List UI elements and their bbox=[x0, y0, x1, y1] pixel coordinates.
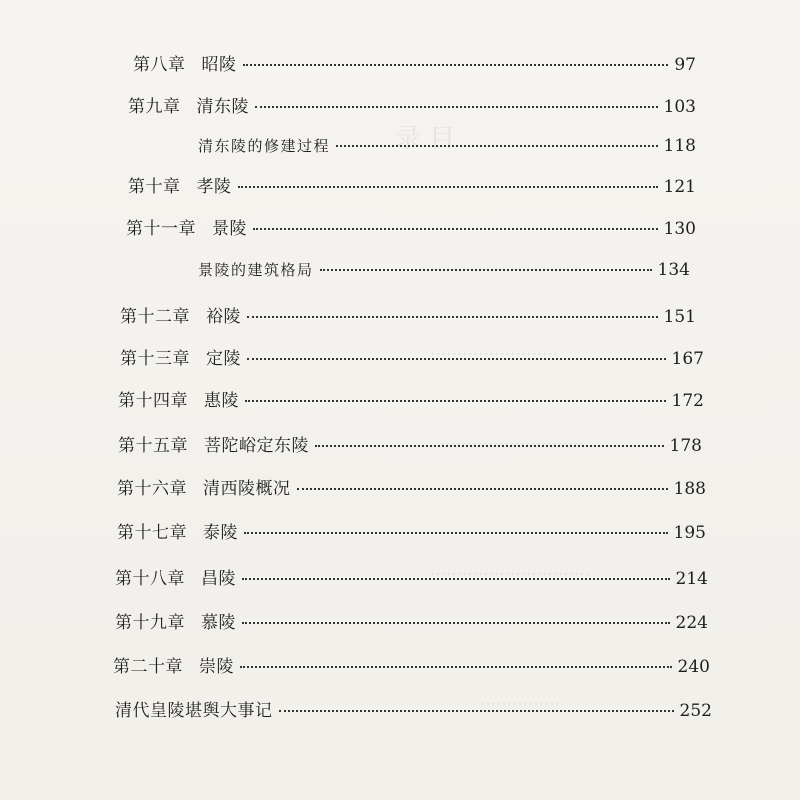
dot-leader bbox=[255, 106, 658, 108]
page-number: 195 bbox=[673, 523, 706, 543]
toc-entry-label bbox=[120, 302, 241, 327]
toc-entry[interactable] bbox=[120, 302, 696, 330]
page-number: 172 bbox=[671, 391, 704, 411]
show-through-text: …………………… bbox=[430, 340, 558, 359]
toc-entry[interactable] bbox=[120, 344, 704, 372]
chapter-number: 第八章 bbox=[133, 55, 186, 75]
dot-leader bbox=[315, 445, 664, 447]
dot-leader bbox=[245, 400, 666, 402]
chapter-title: 清东陵 bbox=[196, 97, 249, 117]
show-through-text: ………………………… bbox=[420, 255, 580, 274]
toc-entry[interactable] bbox=[118, 386, 704, 414]
toc-entry[interactable] bbox=[117, 518, 706, 546]
chapter-title: 定陵 bbox=[206, 349, 241, 369]
page-number: 224 bbox=[675, 613, 708, 633]
show-through-text: …………… bbox=[480, 690, 560, 709]
dot-leader bbox=[247, 358, 666, 360]
dot-leader bbox=[238, 186, 658, 188]
dot-leader bbox=[243, 64, 669, 66]
toc-entry[interactable] bbox=[115, 608, 708, 636]
chapter-number: 第十八章 bbox=[115, 569, 185, 589]
chapter-number: 第十一章 bbox=[126, 219, 196, 239]
toc-entry-label bbox=[113, 652, 234, 677]
toc-entry-label bbox=[128, 92, 249, 117]
page-number: 97 bbox=[674, 55, 696, 75]
dot-leader bbox=[247, 316, 658, 318]
chapter-title: 孝陵 bbox=[196, 177, 232, 197]
dot-leader bbox=[240, 666, 672, 668]
chapter-title: 昭陵 bbox=[201, 55, 237, 75]
toc-entry-label bbox=[115, 564, 236, 589]
chapter-number: 第九章 bbox=[128, 97, 181, 117]
toc-entry-label bbox=[120, 344, 241, 369]
show-through-text: ……………………… bbox=[440, 430, 584, 449]
dot-leader bbox=[242, 578, 670, 580]
toc-entry-label bbox=[117, 518, 238, 543]
toc-entry[interactable] bbox=[115, 564, 708, 592]
chapter-number: 第二十章 bbox=[113, 657, 183, 677]
toc-entry[interactable] bbox=[117, 474, 706, 502]
toc-entry-label bbox=[133, 50, 237, 75]
show-through-text: 录 目 bbox=[395, 124, 456, 154]
chapter-title: 昌陵 bbox=[201, 569, 236, 589]
toc-entry[interactable] bbox=[128, 172, 696, 200]
chapter-title: 景陵 bbox=[212, 219, 247, 239]
page-number: 151 bbox=[663, 307, 696, 327]
show-through-text: ………………………… bbox=[430, 560, 590, 579]
chapter-title: 惠陵 bbox=[204, 391, 239, 411]
toc-entry[interactable] bbox=[126, 214, 696, 242]
chapter-number: 第十六章 bbox=[117, 479, 187, 499]
dot-leader bbox=[297, 488, 668, 490]
page-number: 121 bbox=[663, 177, 696, 197]
chapter-title: 清西陵概况 bbox=[203, 479, 291, 499]
chapter-title: 泰陵 bbox=[203, 523, 238, 543]
chapter-title: 裕陵 bbox=[206, 307, 241, 327]
dot-leader bbox=[320, 269, 652, 271]
toc-entry[interactable] bbox=[128, 92, 696, 120]
chapter-number: 第十七章 bbox=[117, 523, 187, 543]
page-number: 167 bbox=[671, 349, 704, 369]
page-number: 214 bbox=[675, 569, 708, 589]
page-number: 240 bbox=[677, 657, 710, 677]
chapter-title: 菩陀峪定东陵 bbox=[204, 436, 309, 456]
chapter-title: 慕陵 bbox=[201, 613, 236, 633]
dot-leader bbox=[279, 710, 674, 712]
toc-entry[interactable] bbox=[118, 431, 702, 459]
dot-leader bbox=[242, 622, 670, 624]
page-number: 178 bbox=[669, 436, 702, 456]
page-number: 118 bbox=[663, 136, 696, 156]
toc-subentry[interactable] bbox=[198, 259, 690, 287]
page-number: 134 bbox=[657, 260, 690, 280]
appendix-title: 清代皇陵堪舆大事记 bbox=[115, 701, 273, 721]
chapter-number: 第十二章 bbox=[120, 307, 190, 327]
toc-entry[interactable] bbox=[113, 652, 710, 680]
toc-entry-label bbox=[117, 474, 291, 499]
toc-entry-label bbox=[115, 608, 236, 633]
toc-subentry[interactable] bbox=[198, 135, 696, 163]
toc-entry-label bbox=[128, 172, 232, 197]
dot-leader bbox=[336, 145, 658, 147]
toc-entry[interactable] bbox=[133, 50, 696, 78]
page-number: 252 bbox=[679, 701, 712, 721]
chapter-number: 第十三章 bbox=[120, 349, 190, 369]
page-number: 103 bbox=[663, 97, 696, 117]
page-number: 130 bbox=[663, 219, 696, 239]
chapter-number: 第十四章 bbox=[118, 391, 188, 411]
subentry-title: 清东陵的修建过程 bbox=[198, 137, 331, 155]
toc-appendix[interactable] bbox=[115, 696, 712, 724]
chapter-number: 第十九章 bbox=[115, 613, 185, 633]
chapter-title: 崇陵 bbox=[199, 657, 234, 677]
dot-leader bbox=[253, 228, 658, 230]
toc-entry-label bbox=[126, 214, 247, 239]
page-number: 188 bbox=[673, 479, 706, 499]
chapter-number: 第十五章 bbox=[118, 436, 188, 456]
dot-leader bbox=[244, 532, 668, 534]
toc-entry-label bbox=[118, 431, 309, 456]
chapter-number: 第十章 bbox=[128, 177, 181, 197]
toc-entry-label bbox=[118, 386, 239, 411]
subentry-title: 景陵的建筑格局 bbox=[198, 261, 314, 279]
